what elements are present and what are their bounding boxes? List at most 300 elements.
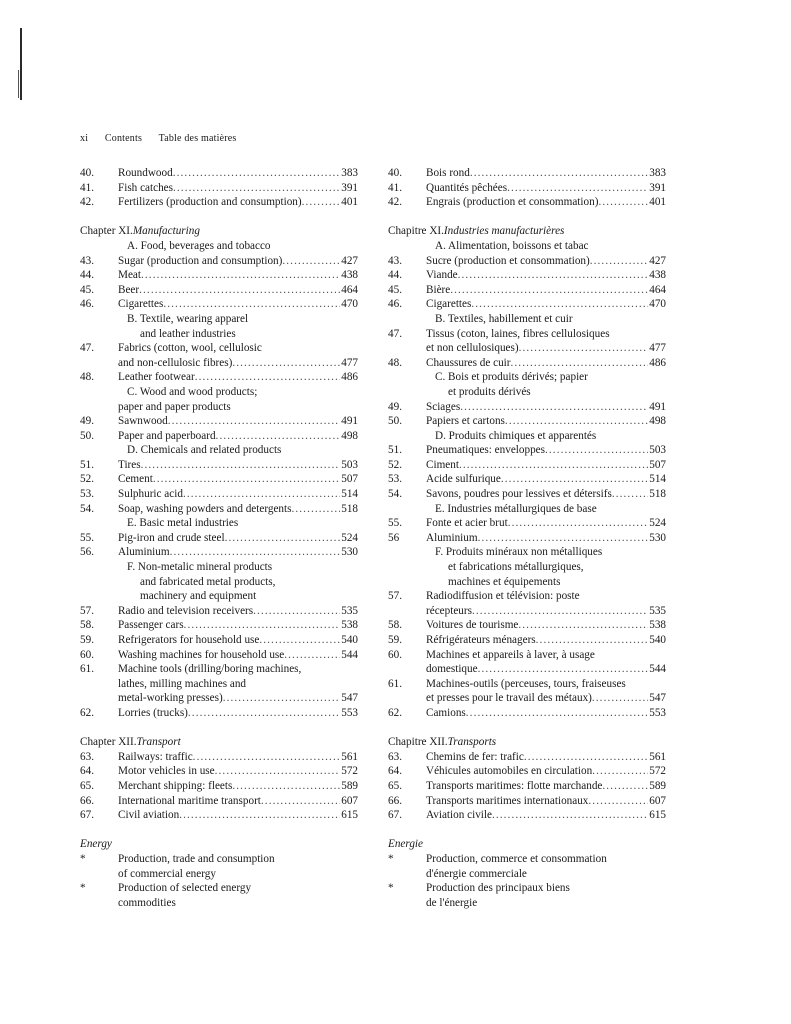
dot-leader <box>598 195 648 210</box>
entry-label: Tissus (coton, laines, fibres cellulosiques <box>426 327 610 340</box>
dot-leader <box>508 516 649 531</box>
entry-text-line <box>80 881 358 896</box>
entry-page-number: 486 <box>649 356 666 369</box>
entry-number: 62. <box>80 706 94 719</box>
entry-label: d'énergie commerciale <box>426 867 527 880</box>
contents-entry[interactable] <box>80 750 358 765</box>
contents-column-french <box>388 166 666 910</box>
header-contents-fr: Table des matières <box>158 133 237 144</box>
entry-label: Fabrics (cotton, wool, cellulosic <box>118 342 262 355</box>
subsection-heading <box>80 312 358 327</box>
contents-entry[interactable] <box>80 648 358 663</box>
entry-number: 57. <box>80 604 94 617</box>
entry-page-number: 544 <box>341 648 358 661</box>
contents-entry[interactable] <box>80 618 358 633</box>
entry-number: 47. <box>80 342 94 355</box>
entry-page-number: 514 <box>341 488 358 501</box>
entry-label-group <box>118 545 340 560</box>
entry-label: lathes, milling machines and <box>118 677 247 690</box>
dot-leader <box>519 341 649 356</box>
entry-label: Production of selected energy <box>118 882 252 895</box>
contents-entry[interactable] <box>388 794 666 809</box>
entry-page-number: 615 <box>341 809 358 822</box>
subsection-text: B. Textiles, habillement et cuir <box>435 312 573 325</box>
entry-label: paper and paper products <box>118 400 231 413</box>
contents-entry[interactable] <box>80 531 358 546</box>
chapter-title: Transports <box>447 736 497 749</box>
entry-number: 67. <box>388 809 402 822</box>
entry-page-number: 607 <box>649 794 666 807</box>
entry-text-line <box>80 662 358 677</box>
entry-page-number: 530 <box>649 531 666 544</box>
subsection-heading <box>80 516 358 531</box>
entry-label: Camions <box>426 706 466 719</box>
entry-number: 55. <box>388 517 402 530</box>
dot-leader <box>215 764 341 779</box>
contents-entry[interactable] <box>388 472 666 487</box>
entry-label-group <box>426 356 648 371</box>
entry-page-number: 530 <box>341 546 358 559</box>
contents-entry[interactable] <box>80 166 358 181</box>
subsection-text: et produits dérivés <box>448 385 531 398</box>
dot-leader <box>225 531 341 546</box>
entry-label: et presses pour le travail des métaux) <box>426 692 592 705</box>
entry-label: Véhicules automobiles en circulation <box>426 765 593 778</box>
entry-page-number: 477 <box>341 356 358 369</box>
entry-page-number: 507 <box>341 473 358 486</box>
dot-leader <box>253 604 340 619</box>
entry-page-number: 572 <box>649 765 666 778</box>
dot-leader <box>195 370 341 385</box>
entry-label-group <box>426 750 648 765</box>
entry-number: * <box>388 882 394 895</box>
subsection-heading <box>388 370 666 385</box>
entry-label: Acide sulfurique <box>426 473 501 486</box>
entry-number: 61. <box>388 677 402 690</box>
contents-entry[interactable] <box>388 691 666 706</box>
chapter-title: Manufacturing <box>132 225 200 238</box>
entry-number: 59. <box>80 634 94 646</box>
entry-label: Paper and paperboard <box>118 429 216 442</box>
contents-entry[interactable] <box>388 706 666 721</box>
entry-label-group <box>118 604 340 619</box>
dot-leader <box>536 633 649 648</box>
dot-leader <box>478 531 649 546</box>
entry-label-group <box>118 764 340 779</box>
contents-entry[interactable] <box>388 764 666 779</box>
entry-label-group <box>426 254 648 269</box>
dot-leader <box>216 429 341 444</box>
contents-entry[interactable] <box>80 297 358 312</box>
entry-label-group <box>426 604 648 619</box>
entry-label: Transports maritimes: flotte marchande <box>426 779 603 792</box>
subsection-heading <box>80 443 358 458</box>
entry-number: 56 <box>388 531 400 544</box>
entry-label: Motor vehicles in use <box>118 765 215 778</box>
contents-entry[interactable] <box>388 662 666 677</box>
subsection-text: F. Non-metalic mineral products <box>127 561 273 574</box>
contents-entry[interactable] <box>388 487 666 502</box>
dot-leader <box>232 356 340 371</box>
dot-leader <box>302 195 341 210</box>
contents-entry[interactable] <box>80 370 358 385</box>
entry-text-line <box>80 677 358 692</box>
entry-number: 60. <box>388 648 402 661</box>
contents-entry[interactable] <box>388 516 666 531</box>
contents-entry[interactable] <box>80 268 358 283</box>
header-contents-en: Contents <box>104 133 143 144</box>
entry-label: Machines-outils (perceuses, tours, fraiseuses <box>426 677 626 690</box>
contents-entry[interactable] <box>388 750 666 765</box>
entry-label: Chaussures de cuir <box>426 356 511 369</box>
entry-number: 49. <box>80 415 94 428</box>
entry-label: Savons, poudres pour lessives et détersifs <box>426 488 612 501</box>
contents-entry[interactable] <box>80 181 358 196</box>
entry-label-group <box>118 750 340 765</box>
contents-entry[interactable] <box>80 472 358 487</box>
chapter-prefix: Chapitre XI. <box>388 225 444 238</box>
entry-label: of commercial energy <box>118 867 216 880</box>
entry-text-line <box>388 589 666 604</box>
entry-number: 42. <box>80 196 94 209</box>
entry-number: 52. <box>80 473 94 486</box>
entry-number: 64. <box>388 765 402 778</box>
entry-page-number: 498 <box>649 415 666 428</box>
spacer <box>388 721 666 736</box>
entry-label: Papiers et cartons <box>426 415 505 428</box>
entry-page-number: 572 <box>341 765 358 778</box>
dot-leader <box>261 794 340 809</box>
entry-page-number: 538 <box>341 619 358 632</box>
entry-number: 62. <box>388 706 402 719</box>
entry-label-group <box>118 648 340 663</box>
contents-entry[interactable] <box>388 414 666 429</box>
entry-page-number: 503 <box>341 458 358 471</box>
entry-text-line <box>80 867 358 882</box>
dot-leader <box>478 662 649 677</box>
subsection-text: and fabricated metal products, <box>140 575 276 588</box>
subsection-text: C. Bois et produits dérivés; papier <box>435 371 588 384</box>
subsection-heading <box>80 239 358 254</box>
entry-label-group <box>426 472 648 487</box>
entry-label-group <box>426 706 648 721</box>
dot-leader <box>492 808 648 823</box>
subsection-text: and leather industries <box>140 327 236 340</box>
entry-label: Ciment <box>426 458 459 471</box>
dot-leader <box>141 458 341 473</box>
subsection-text: E. Basic metal industries <box>127 517 239 530</box>
contents-entry[interactable] <box>80 502 358 517</box>
contents-entry[interactable] <box>80 706 358 721</box>
entry-label-group <box>426 458 648 473</box>
entry-label-group <box>426 808 648 823</box>
entry-label: Tires <box>118 458 141 471</box>
dot-leader <box>153 472 340 487</box>
contents-entry[interactable] <box>80 604 358 619</box>
entry-number: 57. <box>388 590 402 603</box>
entry-number: 44. <box>80 269 94 282</box>
subsection-text: F. Produits minéraux non métalliques <box>435 546 603 559</box>
dot-leader <box>173 166 341 181</box>
contents-entry[interactable] <box>80 764 358 779</box>
scan-edge-mark-secondary <box>18 70 19 98</box>
contents-entry[interactable] <box>80 633 358 648</box>
entry-number: 59. <box>388 634 402 646</box>
dot-leader <box>590 254 648 269</box>
subsection-text: A. Alimentation, boissons et tabac <box>435 239 589 252</box>
subsection-heading <box>388 429 666 444</box>
entry-label: Sulphuric acid <box>118 488 183 501</box>
contents-column-english <box>80 166 358 910</box>
dot-leader <box>470 166 648 181</box>
entry-number: 60. <box>80 648 94 661</box>
entry-page-number: 514 <box>649 473 666 486</box>
entry-number: 44. <box>388 269 402 282</box>
entry-label-group <box>118 297 340 312</box>
subsection-continuation <box>80 575 358 590</box>
entry-label-group <box>118 706 340 721</box>
dot-leader <box>163 297 340 312</box>
entry-page-number: 544 <box>649 663 666 676</box>
entry-page-number: 427 <box>649 254 666 267</box>
entry-label-group <box>118 487 340 502</box>
contents-entry[interactable] <box>388 297 666 312</box>
entry-page-number: 561 <box>649 750 666 763</box>
dot-leader <box>518 618 648 633</box>
entry-label: Passenger cars <box>118 619 184 632</box>
entry-label-group <box>426 618 648 633</box>
contents-entry[interactable] <box>388 779 666 794</box>
entry-number: 64. <box>80 765 94 778</box>
contents-entry[interactable] <box>388 283 666 298</box>
entry-number: 41. <box>80 181 94 194</box>
entry-label-group <box>426 794 648 809</box>
entry-number: 47. <box>388 327 402 340</box>
contents-entry[interactable] <box>388 254 666 269</box>
contents-entry[interactable] <box>80 414 358 429</box>
entry-label: Fonte et acier brut <box>426 517 508 530</box>
contents-entry[interactable] <box>80 254 358 269</box>
entry-number: 65. <box>388 779 402 792</box>
contents-entry[interactable] <box>80 808 358 823</box>
dot-leader <box>612 487 648 502</box>
entry-label-group <box>118 414 340 429</box>
chapter-prefix: Chapitre XII. <box>388 736 448 749</box>
entry-number: 63. <box>388 750 402 763</box>
entry-label: Réfrigérateurs ménagers <box>426 634 536 646</box>
entry-number: 50. <box>80 429 94 442</box>
contents-entry[interactable] <box>80 429 358 444</box>
contents-entry[interactable] <box>80 458 358 473</box>
subsection-continuation <box>388 575 666 590</box>
contents-entry[interactable] <box>80 545 358 560</box>
contents-entry[interactable] <box>80 487 358 502</box>
dot-leader <box>173 181 340 196</box>
entry-label: Cigarettes <box>118 298 164 311</box>
entry-label: Railways: traffic <box>118 750 193 763</box>
entry-label: Lorries (trucks) <box>118 706 188 719</box>
dot-leader <box>450 283 648 298</box>
entry-number: 41. <box>388 181 402 194</box>
entry-page-number: 383 <box>341 167 358 179</box>
contents-entry[interactable] <box>388 458 666 473</box>
contents-entry[interactable] <box>388 808 666 823</box>
entry-label-group <box>426 443 648 458</box>
subsection-text: D. Produits chimiques et apparentés <box>435 429 597 442</box>
entry-label: Transports maritimes internationaux <box>426 794 589 807</box>
entry-label-group <box>426 516 648 531</box>
contents-entry[interactable] <box>388 618 666 633</box>
entry-label-group <box>118 181 340 196</box>
entry-page-number: 524 <box>649 517 666 530</box>
entry-number: 54. <box>388 488 402 501</box>
entry-label: Sciages <box>426 400 461 413</box>
contents-entry[interactable] <box>388 166 666 181</box>
dot-leader <box>466 706 648 721</box>
dot-leader <box>511 356 649 371</box>
contents-entry[interactable] <box>388 268 666 283</box>
entry-label-group <box>118 429 340 444</box>
entry-label: Machine tools (drilling/boring machines, <box>118 663 302 676</box>
contents-entry[interactable] <box>388 181 666 196</box>
subsection-heading <box>80 560 358 575</box>
entry-label-group <box>118 531 340 546</box>
contents-entry[interactable] <box>388 633 666 648</box>
entry-label: Cigarettes <box>426 298 472 311</box>
dot-leader <box>193 750 341 765</box>
entry-label-group <box>118 779 340 794</box>
entry-label-group <box>118 618 340 633</box>
dot-leader <box>501 472 648 487</box>
subsection-text: et fabrications métallurgiques, <box>448 561 584 574</box>
dot-leader <box>458 268 649 283</box>
entry-page-number: 470 <box>649 298 666 311</box>
contents-entry[interactable] <box>388 195 666 210</box>
entry-number: 50. <box>388 415 402 428</box>
entry-number: * <box>80 882 86 895</box>
entry-page-number: 383 <box>649 167 666 179</box>
entry-page-number: 491 <box>341 415 358 428</box>
spacer <box>388 823 666 838</box>
entry-label-group <box>426 181 648 196</box>
entry-number: 53. <box>388 473 402 486</box>
entry-page-number: 589 <box>341 779 358 792</box>
entry-label-group <box>426 662 648 677</box>
scan-edge-mark <box>20 28 22 100</box>
contents-entry[interactable] <box>80 283 358 298</box>
entry-label-group <box>118 794 340 809</box>
entry-text-line <box>80 400 358 415</box>
subsection-heading <box>80 385 358 400</box>
contents-entry[interactable] <box>388 443 666 458</box>
entry-number: 54. <box>80 502 94 515</box>
chapter-heading <box>388 224 666 239</box>
contents-entry[interactable] <box>388 400 666 415</box>
entry-label: Fertilizers (production and consumption) <box>118 196 302 209</box>
entry-number: 61. <box>80 663 94 676</box>
entry-label-group <box>118 691 340 706</box>
entry-label: Leather footwear <box>118 371 195 384</box>
spacer <box>80 721 358 736</box>
section-heading <box>388 837 666 852</box>
entry-page-number: 518 <box>649 488 666 501</box>
contents-entry[interactable] <box>80 691 358 706</box>
subsection-heading <box>388 312 666 327</box>
contents-entry[interactable] <box>388 356 666 371</box>
entry-number: 53. <box>80 488 94 501</box>
entry-label-group <box>426 414 648 429</box>
entry-page-number: 427 <box>341 254 358 267</box>
entry-number: 67. <box>80 809 94 822</box>
subsection-text: A. Food, beverages and tobacco <box>127 239 271 252</box>
entry-text-line <box>80 896 358 911</box>
entry-number: 43. <box>80 254 94 267</box>
chapter-prefix: Chapter XII. <box>80 736 137 749</box>
dot-leader <box>602 779 648 794</box>
contents-entry[interactable] <box>80 356 358 371</box>
entry-label: récepteurs <box>426 604 472 617</box>
dot-leader <box>592 764 648 779</box>
entry-number: 46. <box>80 298 94 311</box>
entry-number: * <box>388 852 394 865</box>
dot-leader <box>588 794 648 809</box>
entry-page-number: 538 <box>649 619 666 632</box>
page-number: xi <box>80 133 89 144</box>
entry-page-number: 553 <box>649 706 666 719</box>
entry-page-number: 518 <box>341 502 358 515</box>
entry-number: 65. <box>80 779 94 792</box>
contents-entry[interactable] <box>388 604 666 619</box>
entry-number: 40. <box>388 167 402 179</box>
entry-label: Chemins de fer: trafic <box>426 750 524 763</box>
entry-page-number: 464 <box>341 283 358 296</box>
entry-page-number: 464 <box>649 283 666 296</box>
contents-entry[interactable] <box>80 195 358 210</box>
entry-page-number: 547 <box>341 692 358 705</box>
subsection-continuation <box>80 589 358 604</box>
entry-label-group <box>118 166 340 181</box>
entry-label-group <box>426 297 648 312</box>
dot-leader <box>141 268 340 283</box>
contents-entry[interactable] <box>80 779 358 794</box>
entry-page-number: 535 <box>649 604 666 617</box>
chapter-title: Industries manufacturières <box>443 225 565 238</box>
entry-label: Aluminium <box>118 546 170 559</box>
contents-entry[interactable] <box>80 794 358 809</box>
entry-label: Civil aviation <box>118 809 180 822</box>
entry-page-number: 470 <box>341 298 358 311</box>
dot-leader <box>168 414 340 429</box>
entry-number: 40. <box>80 167 94 179</box>
subsection-text: E. Industries métallurgiques de base <box>435 502 597 515</box>
entry-number: 43. <box>388 254 402 267</box>
entry-page-number: 589 <box>649 779 666 792</box>
contents-entry[interactable] <box>388 531 666 546</box>
dot-leader <box>188 706 340 721</box>
entry-label: Production, commerce et consommation <box>426 852 607 865</box>
entry-number: 49. <box>388 400 402 413</box>
entry-page-number: 401 <box>341 196 358 209</box>
entry-page-number: 615 <box>649 809 666 822</box>
subsection-text: machinery and equipment <box>140 590 257 603</box>
entry-label-group <box>118 356 340 371</box>
entry-number: 56. <box>80 546 94 559</box>
subsection-heading <box>388 502 666 517</box>
entry-label: Cement <box>118 473 153 486</box>
entry-label-group <box>426 195 648 210</box>
dot-leader <box>505 414 648 429</box>
contents-entry[interactable] <box>388 341 666 356</box>
